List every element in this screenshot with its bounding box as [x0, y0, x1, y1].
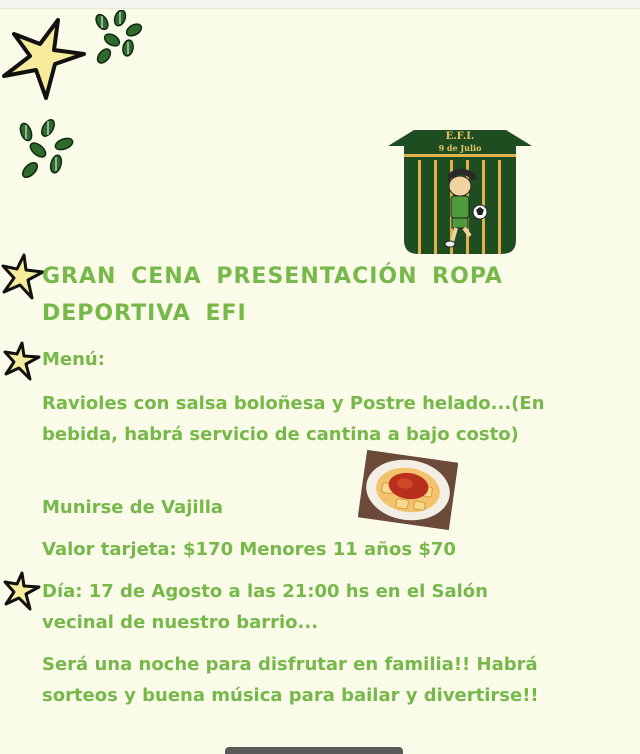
menu-items: Ravioles con salsa boloñesa y Postre helado...(En bebida, habrá servicio de cantina a bajo costo)	[42, 393, 545, 445]
star-icon	[0, 16, 88, 102]
crest-subtitle: 9 de Julio	[438, 143, 482, 153]
star-icon	[2, 340, 42, 382]
food-plate	[358, 450, 458, 530]
top-edge	[0, 0, 640, 9]
menu-heading: Menú:	[42, 349, 105, 370]
leaves-icon	[10, 116, 80, 184]
vajilla-note: Munirse de Vajilla	[42, 497, 224, 518]
star-icon	[2, 570, 42, 612]
efi-crest	[388, 124, 532, 258]
star-icon	[0, 252, 46, 302]
date-info: Día: 17 de Agosto a las 21:00 hs en el Salón vecinal de nuestro barrio...	[42, 581, 488, 633]
bottom-bar	[225, 747, 403, 754]
crest-title: E.F.I.	[445, 131, 475, 142]
event-title: GRAN CENA PRESENTACIÓN ROPA DEPORTIVA EFI	[42, 264, 503, 326]
leaves-icon	[88, 10, 152, 70]
closing-note: Será una noche para disfrutar en familia!! Habrá sorteos y buena música para bailar y divertirse!!	[42, 654, 539, 706]
price-info: Valor tarjeta: $170 Menores 11 años $70	[42, 539, 456, 560]
